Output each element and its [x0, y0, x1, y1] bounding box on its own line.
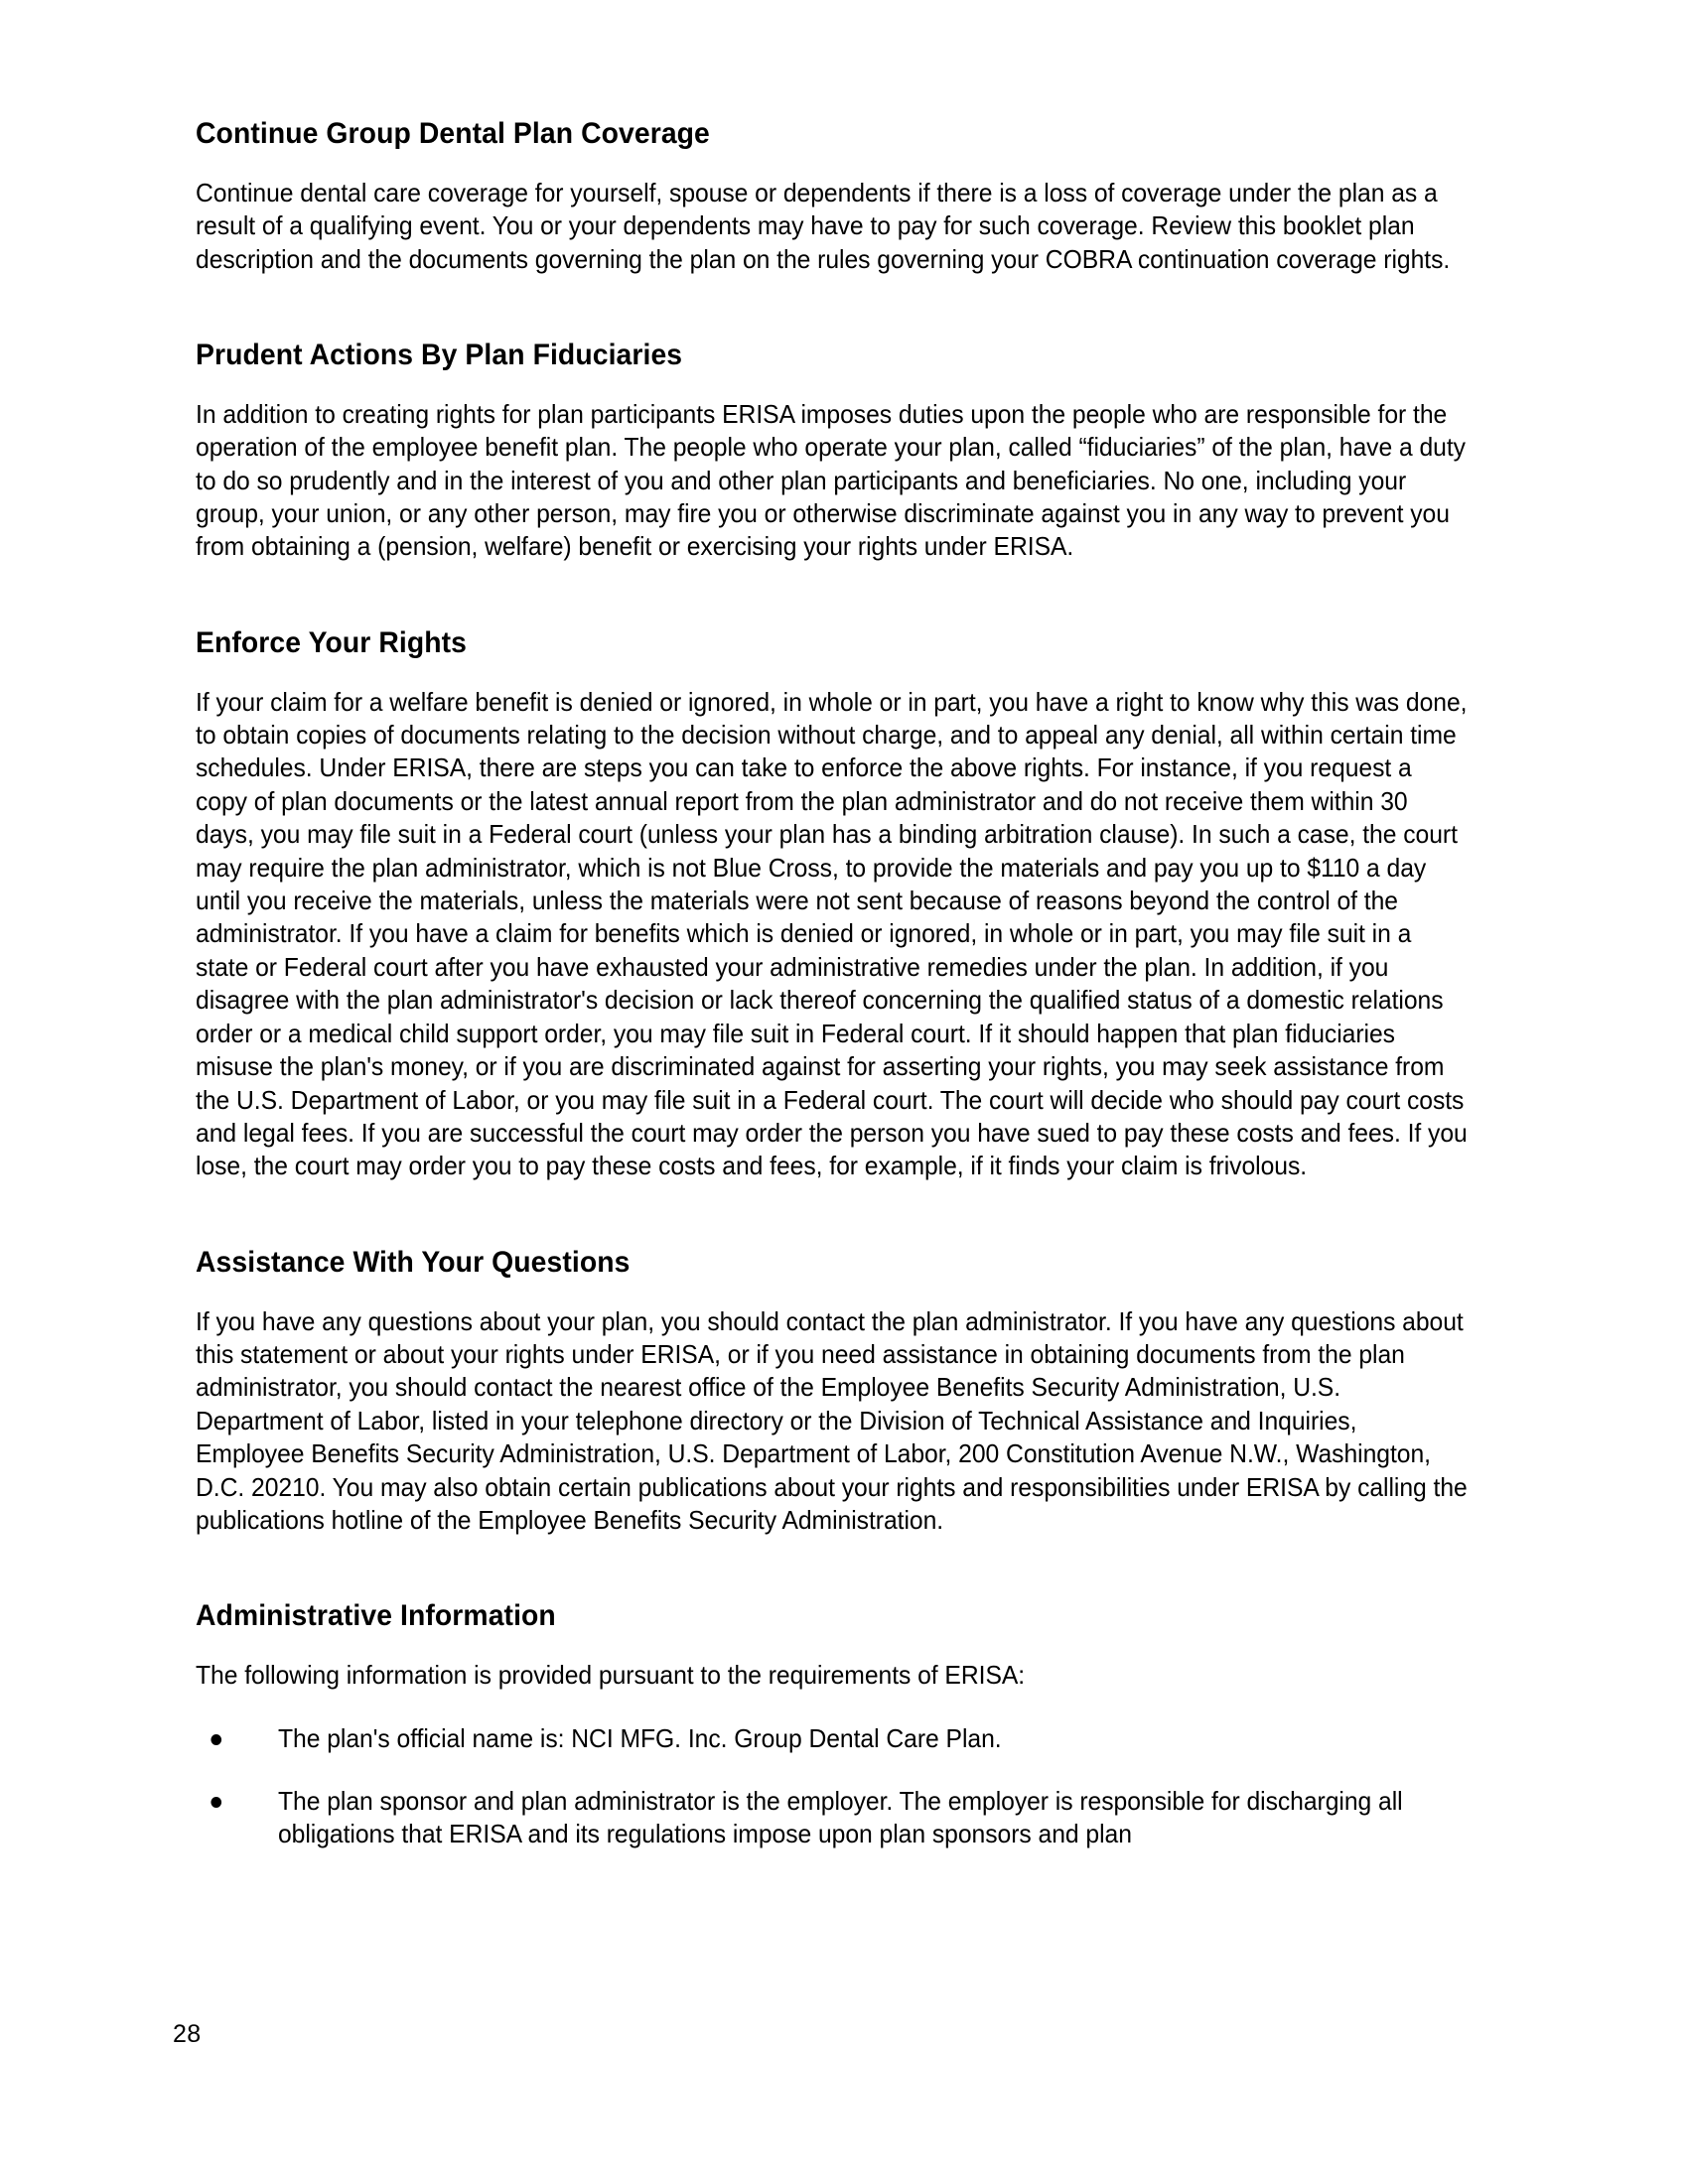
section-body-enforce-your-rights: If your claim for a welfare benefit is denied or ignored, in whole or in part, you have a right to know why this was done, to obtain copies of documents relating to the decision without charge, and to appeal any denial, all within certain time schedules. Under ERISA, there are steps you can take to enforce the above rights. For instance, if you request a copy of plan documents or the latest annual report from the plan administrator and do not receive them within 30 days, you may file suit in a Federal court (unless your plan has a binding arbitration clause). In such a case, the court may require the plan administrator, which is not Blue Cross, to provide the materials and pay you up to $110 a day until you receive the materials, unless the materials were not sent because of reasons beyond the control of the administrator. If you have a claim for benefits which is denied or ignored, in whole or in part, you may file suit in a state or Federal court after you have exhausted your administrative remedies under the plan. In addition, if you disagree with the plan administrator's decision or lack thereof concerning the qualified status of a domestic relations order or a medical child support order, you may file suit in Federal court. If it should happen that plan fiduciaries misuse the plan's money, or if you are discriminated against for asserting your rights, you may seek assistance from the U.S. Department of Labor, or you may file suit in a Federal court. The court will decide who should pay court costs and legal fees. If you are successful the court may order the person you have sued to pay these costs and fees. If you lose, the court may order you to pay these costs and fees, for example, if it finds your claim is frivolous.: [196, 688, 1468, 1181]
section-heading-assistance-with-your-questions: Assistance With Your Questions: [196, 1245, 631, 1279]
administrative-information-bullet-list: [196, 1723, 1516, 1852]
section-body-assistance-with-your-questions: If you have any questions about your plan, you should contact the plan administrator. If you have any questions about this statement or about your rights under ERISA, or if you need assistance in obtaining documents from the plan administrator, you should contact the nearest office of the Employee Benefits Security Administration, U.S. Department of Labor, listed in your telephone directory or the Division of Technical Assistance and Inquiries, Employee Benefits Security Administration, U.S. Department of Labor, 200 Constitution Avenue N.W., Washington, D.C. 20210. You may also obtain certain publications about your rights and responsibilities under ERISA by calling the publications hotline of the Employee Benefits Security Administration.: [196, 1307, 1468, 1535]
bullet-dot-icon: [211, 1734, 221, 1745]
section-continue-group-dental-plan-coverage: [196, 117, 1516, 277]
list-item-label: The plan's official name is: NCI MFG. Inc. Group Dental Care Plan.: [277, 1724, 1002, 1753]
section-heading-administrative-information: Administrative Information: [196, 1599, 556, 1633]
section-assistance-with-your-questions: [196, 1246, 1516, 1539]
section-administrative-information: [196, 1599, 1516, 1851]
list-item: [196, 1786, 1470, 1852]
list-item: [196, 1723, 1470, 1756]
section-body-continue-group-dental-plan-coverage: Continue dental care coverage for yourself, spouse or dependents if there is a loss of coverage under the plan as a result of a qualifying event. You or your dependents may have to pay for such coverage. Review this booklet plan description and the documents governing the plan on the rules governing your COBRA continuation coverage rights.: [196, 179, 1451, 274]
list-item-label: The plan sponsor and plan administrator is the employer. The employer is responsible for discharging all obligations that ERISA and its regulations impose upon plan sponsors and plan: [277, 1787, 1403, 1849]
page-number: 28: [173, 2020, 202, 2048]
bullet-dot-icon: [211, 1797, 221, 1808]
section-heading-enforce-your-rights: Enforce Your Rights: [196, 625, 467, 659]
section-heading-prudent-actions-by-plan-fiduciaries: Prudent Actions By Plan Fiduciaries: [196, 339, 683, 372]
section-enforce-your-rights: [196, 626, 1516, 1184]
page-content: [196, 117, 1516, 1914]
section-heading-continue-group-dental-plan-coverage: Continue Group Dental Plan Coverage: [196, 117, 710, 150]
section-body-prudent-actions-by-plan-fiduciaries: In addition to creating rights for plan participants ERISA imposes duties upon the people who are responsible for the operation of the employee benefit plan. The people who operate your plan, called “fiduciaries” of the plan, have a duty to do so prudently and in the interest of you and other plan participants and beneficiaries. No one, including your group, your union, or any other person, may fire you or otherwise discriminate against you in any way to prevent you from obtaining a (pension, welfare) benefit or exercising your rights under ERISA.: [196, 400, 1466, 562]
administrative-information-intro: The following information is provided pursuant to the requirements of ERISA:: [196, 1662, 1026, 1691]
section-prudent-actions-by-plan-fiduciaries: [196, 339, 1516, 565]
